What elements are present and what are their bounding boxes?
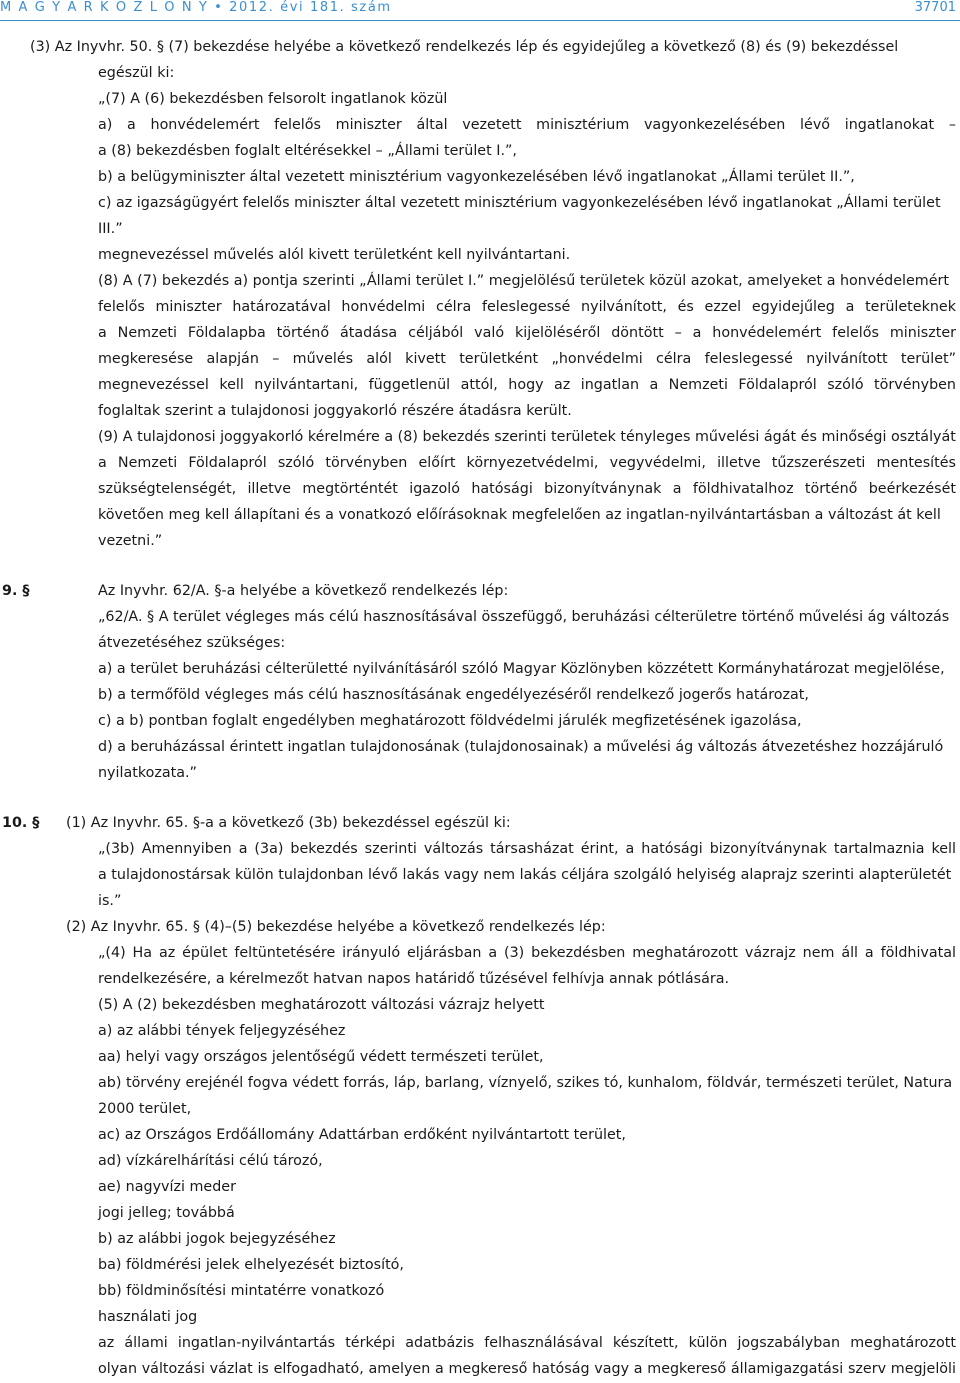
text-line: (9) A tulajdonosi joggyakorló kérelmére a (8) bekezdés szerinti területek tényleges művelési ágát és minőségi osztályát xyxy=(98,429,956,445)
text-line: is.” xyxy=(98,893,122,909)
text-line: 2000 terület, xyxy=(98,1101,192,1117)
text-line: „(3b) Amennyiben a (3a) bekezdés szerinti változás társasházat érint, a hatósági bizonyítványnak tartalmaznia kell xyxy=(98,841,956,857)
text-line: vezetni.” xyxy=(98,533,163,549)
text-line: a (8) bekezdésben foglalt eltérésekkel – „Állami terület I.”, xyxy=(98,143,517,159)
text-line: b) az alábbi jogok bejegyzéséhez xyxy=(98,1231,336,1247)
text-line: felelős miniszter határozatával honvédelmi célra feleslegessé nyilvánított, és ezzel egyidejűleg a területeknek xyxy=(98,299,956,315)
text-line: foglaltak szerint a tulajdonosi joggyakorló részére átadásra került. xyxy=(98,403,572,419)
text-line: olyan változási vázlat is elfogadható, amelyen a megkereső hatóság vagy a megkereső államigazgatási szerv megjelöli xyxy=(98,1361,956,1377)
text-line: ba) földmérési jelek elhelyezését biztosító, xyxy=(98,1257,404,1273)
text-line: ad) vízkárelhárítási célú tározó, xyxy=(98,1153,323,1169)
text-line: megkeresése alapján – művelés alól kivett területként „honvédelmi célra feleslegessé nyilvánított terület” xyxy=(98,351,956,367)
text-line: Az Inyvhr. 62/A. §-a helyébe a következő rendelkezés lép: xyxy=(98,583,509,599)
text-line: a) az alábbi tények feljegyzéséhez xyxy=(98,1023,346,1039)
text-line: a tulajdonostársak külön tulajdonban lévő lakás vagy nem lakás céljára szolgáló helyiség alaprajz szerinti alapterületét xyxy=(98,867,952,883)
text-line: aa) helyi vagy országos jelentőségű védett természeti terület, xyxy=(98,1049,544,1065)
text-line: c) az igazságügyért felelős miniszter által vezetett minisztérium vagyonkezelésében lévő ingatlanokat „Állami terület xyxy=(98,195,941,211)
text-line: „62/A. § A terület végleges más célú hasznosításával összefüggő, beruházási célterületre történő művelési ág változás xyxy=(98,609,950,625)
text-line: a) a terület beruházási célterületté nyilvánításáról szóló Magyar Közlönyben közzétett Kormányhatározat megjelölése, xyxy=(98,661,945,677)
text-line: a) a honvédelemért felelős miniszter által vezetett minisztérium vagyonkezelésében lévő ingatlanokat – xyxy=(98,117,956,133)
text-line: a Nemzeti Földalapba történő átadása céljából való kijelöléséről döntött – a honvédelemért felelős miniszter xyxy=(98,325,956,341)
text-line: használati jog xyxy=(98,1309,198,1325)
text-line: (5) A (2) bekezdésben meghatározott változási vázrajz helyett xyxy=(98,997,545,1013)
text-line: szükségtelenségét, illetve megtörténtét igazoló hatósági bizonyítványnak a földhivatalhoz történő beérkezését xyxy=(98,481,956,497)
page-number: 37701 xyxy=(914,0,956,15)
text-line: átvezetéséhez szükséges: xyxy=(98,635,286,651)
text-line: követően meg kell állapítani és a vonatkozó előírásoknak megfelelően az ingatlan-nyilvántartásban a változást át kell xyxy=(98,507,941,523)
text-line: ab) törvény erejénél fogva védett forrás, láp, barlang, víznyelő, szikes tó, kunhalom, földvár, természeti terület, Natura xyxy=(98,1075,953,1091)
header-rule xyxy=(0,20,960,21)
text-line: ac) az Országos Erdőállomány Adattárban erdőként nyilvántartott terület, xyxy=(98,1127,626,1143)
text-line: (1) Az Inyvhr. 65. §-a a következő (3b) bekezdéssel egészül ki: xyxy=(66,815,511,831)
text-line: d) a beruházással érintett ingatlan tulajdonosának (tulajdonosainak) a művelési ág változás átvezetéshez hozzájáruló xyxy=(98,739,944,755)
text-line: a Nemzeti Földalapról szóló törvényben előírt környezetvédelmi, vegyvédelmi, illetve tűzszerészeti mentesítés xyxy=(98,455,956,471)
text-line: „(7) A (6) bekezdésben felsorolt ingatlanok közül xyxy=(98,91,448,107)
text-line: b) a belügyminiszter által vezetett minisztérium vagyonkezelésében lévő ingatlanokat „Állami terület II.”, xyxy=(98,169,855,185)
text-line: 10. § xyxy=(2,815,40,831)
journal-title: M A G Y A R K Ö Z L Ö N Y • 2012. évi 181. szám xyxy=(0,0,392,15)
text-line: III.” xyxy=(98,221,123,237)
text-line: (2) Az Inyvhr. 65. § (4)–(5) bekezdése helyébe a következő rendelkezés lép: xyxy=(66,919,606,935)
text-line: nyilatkozata.” xyxy=(98,765,197,781)
text-line: (3) Az Inyvhr. 50. § (7) bekezdése helyébe a következő rendelkezés lép és egyidejűleg a következő (8) és (9) bekezdéssel xyxy=(30,39,899,55)
text-line: rendelkezésére, a kérelmezőt hatvan napos határidő tűzésével felhívja annak pótlására. xyxy=(98,971,730,987)
text-line: megnevezéssel kell nyilvántartani, függetlenül attól, hogy az ingatlan a Nemzeti Földalapról szóló törvényben xyxy=(98,377,956,393)
page-header xyxy=(0,0,960,22)
text-line: az állami ingatlan-nyilvántartás térképi adatbázis felhasználásával készített, külön jogszabályban meghatározott xyxy=(98,1335,956,1351)
text-line: b) a termőföld végleges más célú hasznosításának engedélyezéséről rendelkező jogerős határozat, xyxy=(98,687,809,703)
text-line: „(4) Ha az épület feltüntetésére irányuló eljárásban a (3) bekezdésben meghatározott vázrajz nem áll a földhivatal xyxy=(98,945,956,961)
text-line: c) a b) pontban foglalt engedélyben meghatározott földvédelmi járulék megfizetésének igazolása, xyxy=(98,713,802,729)
text-line: ae) nagyvízi meder xyxy=(98,1179,236,1195)
text-line: egészül ki: xyxy=(98,65,175,81)
text-line: bb) földminősítési mintatérre vonatkozó xyxy=(98,1283,385,1299)
text-line: jogi jelleg; továbbá xyxy=(98,1205,235,1221)
text-line: megnevezéssel művelés alól kivett területként kell nyilvántartani. xyxy=(98,247,571,263)
text-line: 9. § xyxy=(2,583,30,599)
text-line: (8) A (7) bekezdés a) pontja szerinti „Állami terület I.” megjelölésű területek közül azokat, amelyeket a honvédelemért xyxy=(98,273,949,289)
